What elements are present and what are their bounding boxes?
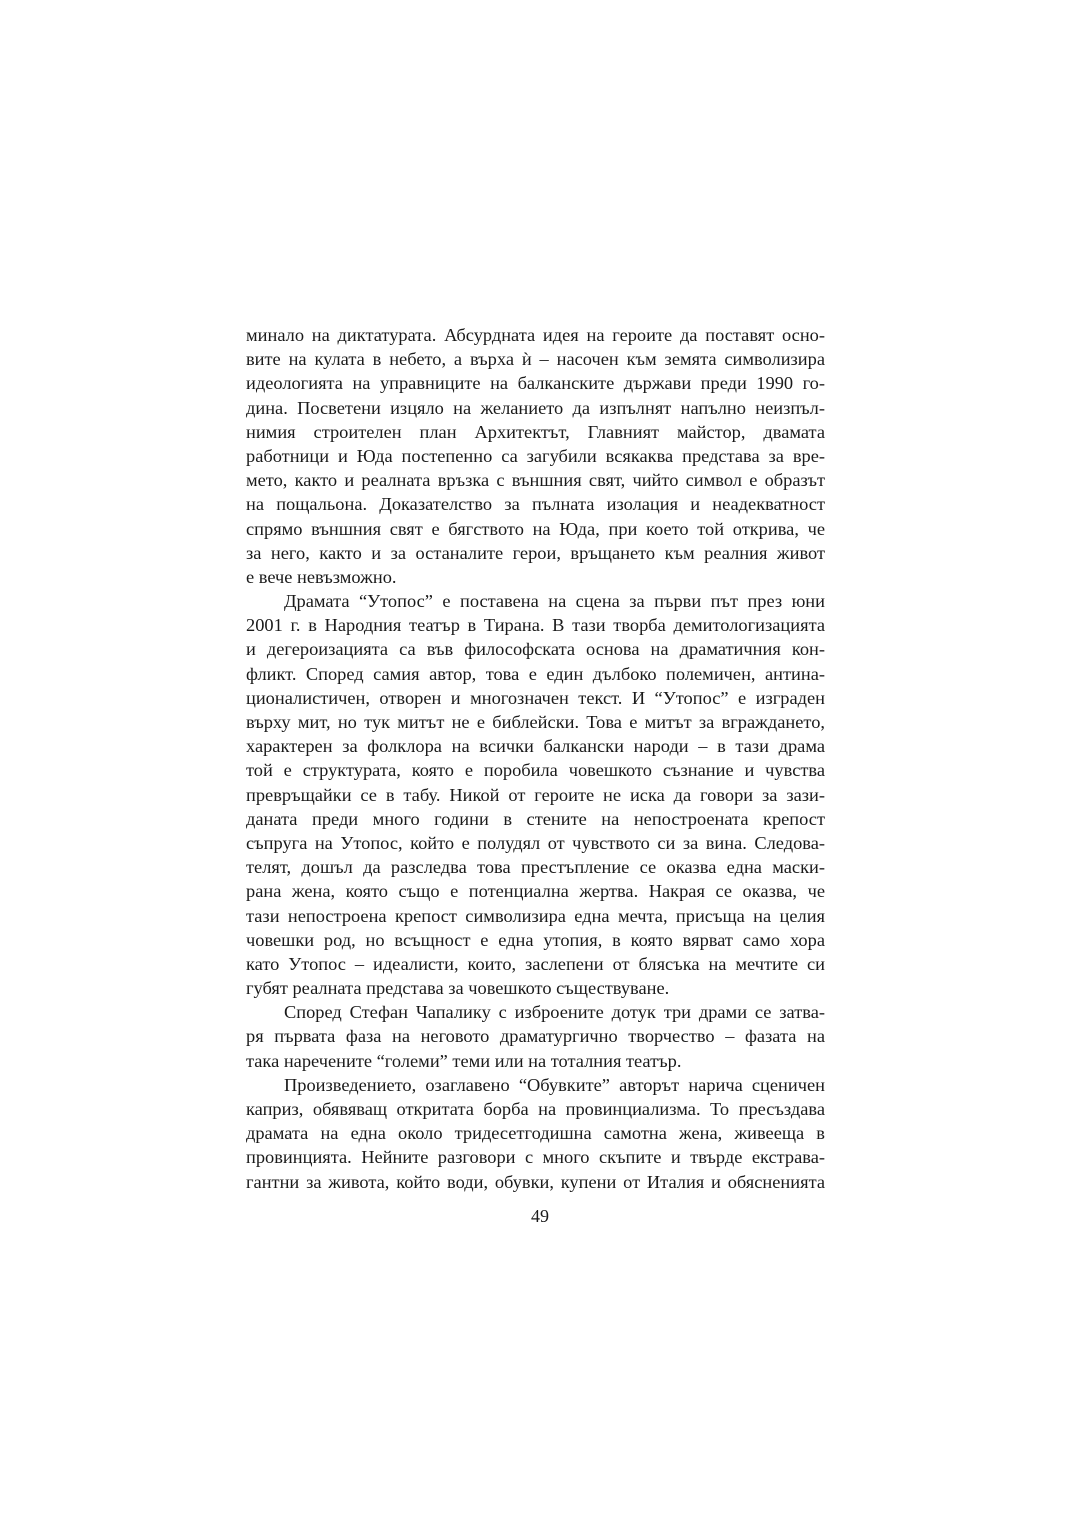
text-line: като Утопос – идеалисти, които, заслепени от блясъка на мечтите си — [246, 953, 825, 974]
text-line: така наречените “големи” теми или на тоталния театър. — [246, 1050, 682, 1071]
text-line: ционалистичен, отворен и многозначен текст. И “Утопос” е изграден — [246, 687, 825, 708]
text-line: минало на диктатурата. Абсурдната идея на героите да поставят осно- — [246, 325, 825, 345]
text-line: губят реалната представа за човешкото съществуване. — [246, 978, 670, 999]
text-line: спрямо външния свят е бягството на Юда, при което той открива, че — [246, 518, 825, 539]
text-line: е вече невъзможно. — [246, 566, 397, 587]
text-line: съпруга на Утопос, който е полудял от чувството си за вина. Следова- — [246, 832, 825, 853]
text-line: каприз, обявяващ откритата борба на провинциализма. То пресъздава — [246, 1099, 825, 1119]
text-line: нимия строителен план Архитектът, Главният майстор, двамата — [246, 421, 825, 442]
text-line: телят, дошъл да разследва това престъпление се оказва една маски- — [246, 857, 825, 878]
text-line: идеологията на управниците на балканските държави преди 1990 го- — [246, 373, 825, 394]
body-text — [246, 323, 825, 1194]
text-line: фликт. Според самия автор, това е един дълбоко полемичен, антина- — [246, 663, 825, 684]
text-line: превръщайки се в табу. Никой от героите не иска да говори за зази- — [246, 784, 825, 805]
text-line: той е структурата, която е поробила човешкото съзнание и чувства — [246, 760, 825, 781]
text-line: 2001 г. в Народния театър в Тирана. В тази творба демитологизацията — [246, 615, 825, 636]
text-line: ря първата фаза на неговото драматургично творчество – фазата на — [246, 1026, 825, 1047]
text-line: работници и Юда постепенно са загубили всякаква представа за вре- — [246, 445, 825, 466]
text-line: рана жена, която също е потенциална жертва. Накрая се оказва, че — [246, 881, 825, 902]
paragraph-start-line: Драмата “Утопос” е поставена на сцена за първи път през юни — [284, 591, 825, 612]
paragraph-start-line: Според Стефан Чапалику с изброените дотук три драми се затва- — [284, 1002, 825, 1023]
text-line: мето, както и реалната връзка с външния свят, чийто символ е образът — [246, 470, 825, 491]
text-line: провинцията. Нейните разговори с много скъпите и твърде екстрава- — [246, 1147, 825, 1168]
text-line: тази непостроена крепост символизира една мечта, присъща на целия — [246, 905, 825, 926]
text-line: характерен за фолклора на всички балкански народи – в тази драма — [246, 736, 825, 757]
text-line: върху мит, но тук митът не е библейски. Това е митът за вграждането, — [246, 712, 825, 732]
text-line: дина. Посветени изцяло на желанието да изпълнят напълно неизпъл- — [246, 397, 825, 418]
text-line: човешки род, но всъщност е една утопия, в която вярват само хора — [246, 929, 825, 950]
paragraph-start-line: Произведението, озаглавено “Обувките” авторът нарича сценичен — [284, 1074, 825, 1095]
text-line: вите на кулата в небето, а върха ѝ – насочен към земята символизира — [246, 349, 825, 370]
text-line: на пощальона. Доказателство за пълната изолация и неадекватност — [246, 494, 825, 515]
text-line: даната преди много години в стените на непостроената крепост — [246, 808, 825, 829]
text-line: драмата на една около тридесетгодишна самотна жена, живееща в — [246, 1123, 825, 1144]
page-number: 49 — [531, 1206, 549, 1226]
text-line: и дегероизацията са във философската основа на драматичния кон- — [246, 639, 825, 660]
text-line: за него, както и за останалите герои, връщането към реалния живот — [246, 542, 825, 563]
text-line: гантни за живота, който води, обувки, купени от Италия и обясненията — [246, 1171, 825, 1192]
